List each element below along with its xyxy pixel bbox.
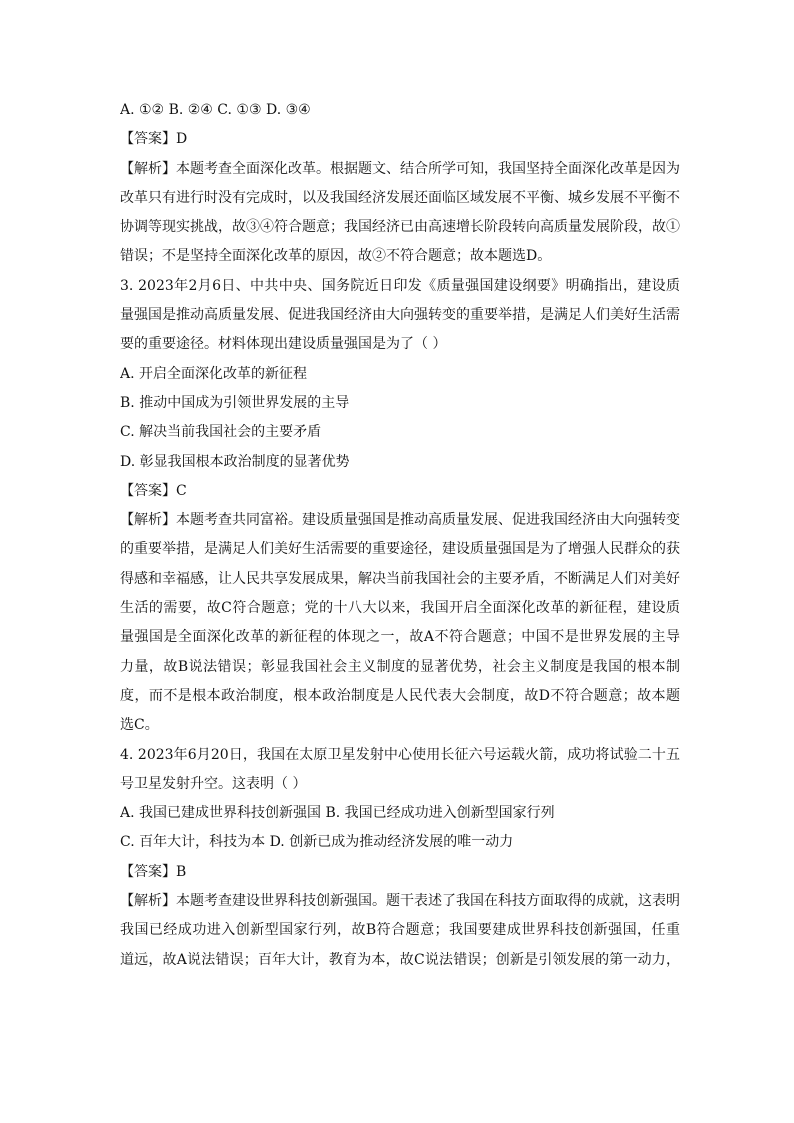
text-line: C. 解决当前我国社会的主要矛盾 bbox=[120, 424, 322, 441]
text-line: 我国已经成功进入创新型国家行列，故B符合题意；我国要建成世界科技创新强国，任重 bbox=[120, 922, 680, 939]
text-line: 协调等现实挑战，故③④符合题意；我国经济已由高速增长阶段转向高质量发展阶段，故① bbox=[120, 219, 680, 236]
text-line: D. 彰显我国根本政治制度的显著优势 bbox=[120, 453, 350, 470]
text-line: 选C。 bbox=[120, 717, 159, 734]
text-line: 号卫星发射升空。这表明（ ） bbox=[120, 775, 307, 792]
text-line: 生活的需要，故C符合题意；党的十八大以来，我国开启全面深化改革的新征程，建设质 bbox=[120, 600, 680, 617]
text-line: 【答案】D bbox=[120, 131, 188, 148]
text-line: 3. 2023年2月6日、中共中央、国务院近日印发《质量强国建设纲要》明确指出，建设质 bbox=[120, 277, 680, 294]
text-line: B. 推动中国成为引领世界发展的主导 bbox=[120, 394, 350, 411]
text-line: C. 百年大计，科技为本 D. 创新已成为推动经济发展的唯一动力 bbox=[120, 834, 514, 851]
text-line: 改革只有进行时没有完成时，以及我国经济发展还面临区域发展不平衡、城乡发展不平衡不 bbox=[120, 189, 680, 206]
text-line: A. ①② B. ②④ C. ①③ D. ③④ bbox=[120, 102, 311, 118]
text-line: 的重要举措，是满足人们美好生活需要的重要途径，建设质量强国是为了增强人民群众的获 bbox=[120, 541, 680, 558]
text-line: 【解析】本题考查共同富裕。建设质量强国是推动高质量发展、促进我国经济由大向强转变 bbox=[120, 512, 680, 529]
text-line: 得感和幸福感，让人民共享发展成果，解决当前我国社会的主要矛盾，不断满足人们对美好 bbox=[120, 570, 680, 587]
text-line: 4. 2023年6月20日，我国在太原卫星发射中心使用长征六号运载火箭，成功将试验二十五 bbox=[120, 746, 680, 763]
text-line: 【解析】本题考查全面深化改革。根据题文、结合所学可知，我国坚持全面深化改革是因为 bbox=[120, 160, 680, 177]
text-line: 【答案】C bbox=[120, 482, 187, 499]
text-line: A. 我国已建成世界科技创新强国 B. 我国已经成功进入创新型国家行列 bbox=[120, 805, 555, 822]
text-line: 【解析】本题考查建设世界科技创新强国。题干表述了我国在科技方面取得的成就，这表明 bbox=[120, 893, 680, 910]
text-line: A. 开启全面深化改革的新征程 bbox=[120, 365, 308, 382]
text-line: 力量，故B说法错误；彰显我国社会主义制度的显著优势，社会主义制度是我国的根本制 bbox=[120, 658, 680, 675]
text-line: 量强国是推动高质量发展、促进我国经济由大向强转变的重要举措，是满足人们美好生活需 bbox=[120, 307, 680, 324]
text-line: 度，而不是根本政治制度，根本政治制度是人民代表大会制度，故D不符合题意；故本题 bbox=[120, 687, 680, 704]
text-line: 【答案】B bbox=[120, 863, 187, 880]
text-line: 错误；不是坚持全面深化改革的原因，故②不符合题意；故本题选D。 bbox=[120, 248, 552, 265]
text-line: 道远，故A说法错误；百年大计，教育为本，故C说法错误；创新是引领发展的第一动力， bbox=[120, 951, 680, 968]
text-line: 要的重要途径。材料体现出建设质量强国是为了（ ） bbox=[120, 336, 447, 353]
text-line: 量强国是全面深化改革的新征程的体现之一，故A不符合题意；中国不是世界发展的主导 bbox=[120, 629, 680, 646]
document-page bbox=[120, 96, 680, 975]
